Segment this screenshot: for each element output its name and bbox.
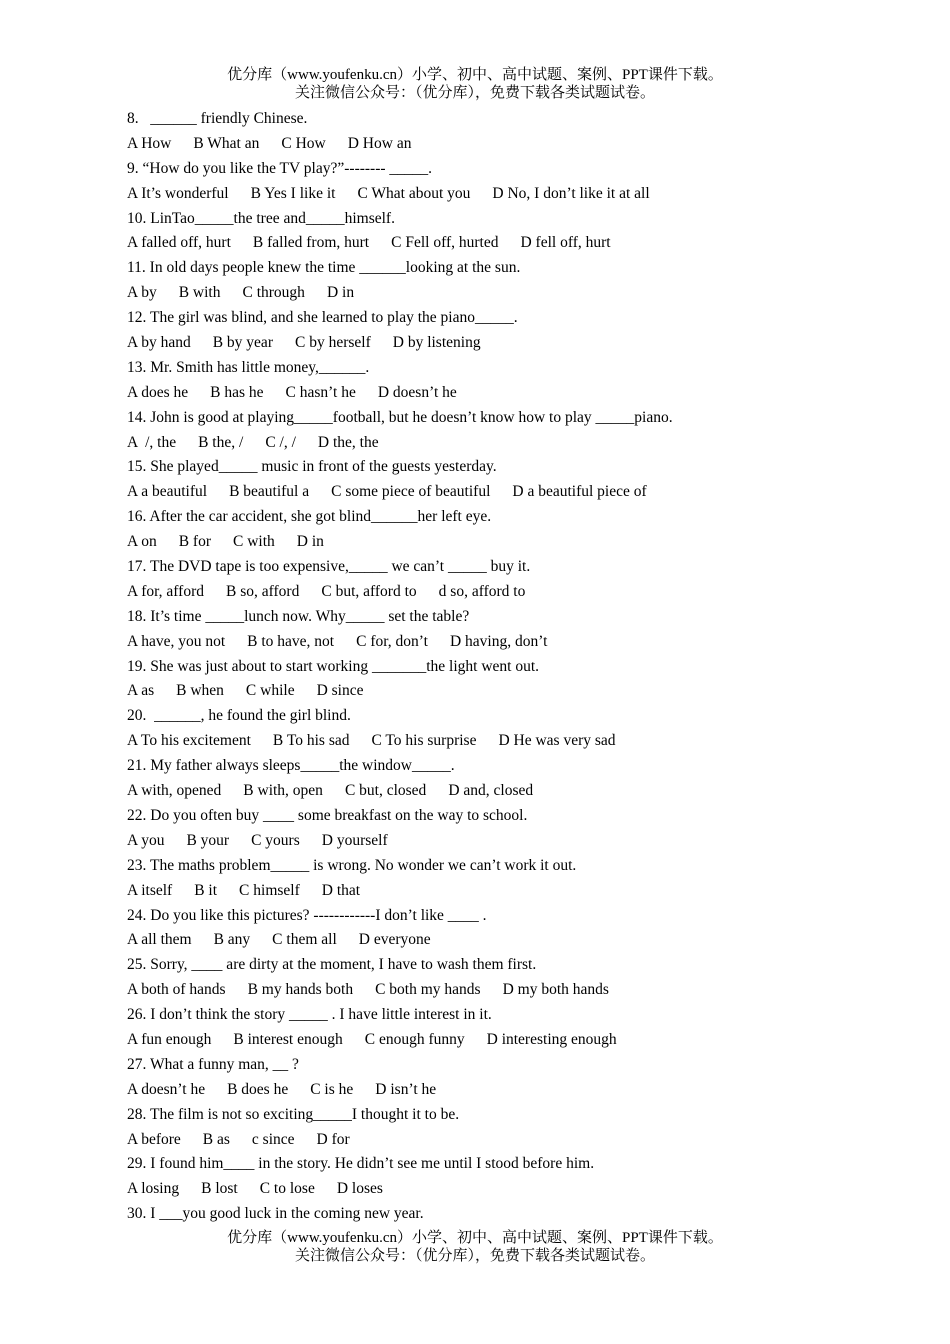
question-stem: 9. “How do you like the TV play?”-------- _____.	[127, 159, 433, 177]
answer-option: D since	[316, 682, 364, 700]
answer-option: D by listening	[392, 334, 481, 352]
question-stem: 17. The DVD tape is too expensive,_____ we can’t _____ buy it.	[127, 558, 531, 576]
answer-options	[127, 231, 827, 256]
answer-option: A both of hands	[127, 981, 226, 999]
answer-options	[127, 779, 827, 804]
answer-option: C is he	[310, 1080, 354, 1098]
question-stem: 12. The girl was blind, and she learned to play the piano_____.	[127, 309, 518, 327]
answer-option: B so, afford	[226, 582, 300, 600]
answer-option: B to have, not	[247, 632, 335, 650]
answer-option: C To his surprise	[371, 732, 477, 750]
answer-option: A on	[127, 533, 157, 551]
answer-option: D in	[326, 284, 355, 302]
answer-option: B Yes I like it	[250, 184, 336, 202]
header-line-2: 关注微信公众号：（优分库），免费下载各类试题试卷。	[294, 85, 655, 101]
answer-options	[127, 132, 827, 157]
answer-option: B has he	[210, 383, 264, 401]
answer-option: D a beautiful piece of	[512, 483, 647, 501]
answer-options	[127, 978, 827, 1003]
answer-options	[127, 182, 827, 207]
answer-options	[127, 1028, 827, 1053]
question-list	[127, 107, 827, 1227]
answer-options	[127, 580, 827, 605]
answer-option: C Fell off, hurted	[391, 234, 499, 252]
question-stem: 19. She was just about to start working _______the light went out.	[127, 657, 540, 675]
answer-option: C some piece of beautiful	[331, 483, 491, 501]
answer-option: B beautiful a	[229, 483, 310, 501]
answer-option: C but, closed	[344, 782, 427, 800]
answer-options	[127, 281, 827, 306]
question-stem: 23. The maths problem_____ is wrong. No wonder we can’t work it out.	[127, 856, 577, 874]
answer-options	[127, 729, 827, 754]
question-stem: 16. After the car accident, she got blind______her left eye.	[127, 508, 492, 526]
footer-line-2: 关注微信公众号：（优分库），免费下载各类试题试卷。	[294, 1248, 655, 1264]
answer-option: A How	[127, 134, 172, 152]
answer-option: A fun enough	[127, 1030, 212, 1048]
question-stem: 20. ______, he found the girl blind.	[127, 707, 351, 725]
answer-options	[127, 879, 827, 904]
answer-option: A a beautiful	[127, 483, 208, 501]
answer-option: B with, open	[243, 782, 323, 800]
answer-option: B lost	[201, 1180, 238, 1198]
answer-option: B does he	[227, 1080, 289, 1098]
question-stem: 13. Mr. Smith has little money,______.	[127, 358, 370, 376]
question-stem: 18. It’s time _____lunch now. Why_____ set the table?	[127, 607, 470, 625]
answer-option: C How	[281, 134, 326, 152]
answer-option: C through	[242, 284, 305, 302]
question-stem: 8. ______ friendly Chinese.	[127, 110, 308, 127]
answer-options	[127, 630, 827, 655]
answer-option: A losing	[127, 1180, 180, 1198]
answer-options	[127, 829, 827, 854]
answer-option: A before	[127, 1130, 181, 1148]
answer-option: B by year	[212, 334, 273, 352]
answer-options	[127, 530, 827, 555]
answer-option: C both my hands	[375, 981, 481, 999]
answer-options	[127, 331, 827, 356]
question-stem: 14. John is good at playing_____football, but he doesn’t know how to play _____piano.	[127, 408, 673, 426]
question-stem: 24. Do you like this pictures? ------------I don’t like ____ .	[127, 906, 487, 924]
answer-option: D the, the	[317, 433, 379, 451]
answer-options	[127, 1177, 827, 1202]
answer-option: B with	[178, 284, 221, 302]
question-stem: 21. My father always sleeps_____the window_____.	[127, 757, 455, 775]
answer-option: C himself	[239, 881, 300, 899]
answer-option: D interesting enough	[486, 1030, 617, 1048]
answer-option: D fell off, hurt	[520, 234, 611, 252]
answer-options	[127, 480, 827, 505]
footer-line-1: 优分库（www.youfenku.cn）小学、初中、高中试题、案例、PPT课件下载。	[227, 1230, 723, 1246]
question-stem: 28. The film is not so exciting_____I thought it to be.	[127, 1105, 460, 1123]
question-stem: 27. What a funny man, __ ?	[127, 1055, 299, 1073]
answer-option: D How an	[347, 134, 412, 152]
answer-option: A as	[127, 682, 155, 700]
answer-options	[127, 381, 827, 406]
answer-option: C but, afford to	[321, 582, 417, 600]
answer-options	[127, 431, 827, 456]
question-stem: 29. I found him____ in the story. He didn’t see me until I stood before him.	[127, 1155, 595, 1173]
answer-option: A by hand	[127, 334, 191, 352]
answer-option: B the, /	[198, 433, 244, 451]
answer-option: C hasn’t he	[285, 383, 356, 401]
answer-option: C them all	[272, 931, 337, 949]
answer-options	[127, 1128, 827, 1153]
answer-option: d so, afford to	[438, 582, 526, 600]
answer-option: C What about you	[357, 184, 471, 202]
answer-option: A To his excitement	[127, 732, 251, 750]
answer-option: B What an	[193, 134, 260, 152]
answer-options	[127, 679, 827, 704]
answer-option: D everyone	[358, 931, 431, 949]
answer-option: C yours	[251, 831, 300, 849]
answer-option: A /, the	[127, 433, 177, 451]
answer-option: D having, don’t	[449, 632, 548, 650]
answer-option: A with, opened	[127, 782, 222, 800]
answer-option: D and, closed	[448, 782, 534, 800]
page-header	[0, 66, 950, 102]
answer-option: A by	[127, 284, 157, 302]
header-line-1: 优分库（www.youfenku.cn）小学、初中、高中试题、案例、PPT课件下载。	[227, 67, 723, 83]
answer-option: D He was very sad	[498, 732, 616, 750]
answer-option: B To his sad	[272, 732, 350, 750]
answer-option: C while	[245, 682, 295, 700]
answer-options	[127, 928, 827, 953]
answer-option: D yourself	[321, 831, 388, 849]
answer-option: C with	[233, 533, 275, 551]
answer-option: D loses	[336, 1180, 383, 1198]
page-footer	[0, 1229, 950, 1265]
answer-option: D for	[316, 1130, 350, 1148]
answer-option: C to lose	[259, 1180, 315, 1198]
answer-option: A have, you not	[127, 632, 226, 650]
answer-option: D that	[321, 881, 361, 899]
question-stem: 22. Do you often buy ____ some breakfast on the way to school.	[127, 806, 528, 824]
answer-option: D isn’t he	[375, 1080, 437, 1098]
question-stem: 10. LinTao_____the tree and_____himself.	[127, 209, 395, 227]
answer-option: C enough funny	[364, 1030, 465, 1048]
answer-option: B it	[194, 881, 218, 899]
answer-option: C /, /	[265, 433, 296, 451]
answer-option: B falled from, hurt	[252, 234, 370, 252]
answer-option: C for, don’t	[356, 632, 428, 650]
question-stem: 26. I don’t think the story _____ . I have little interest in it.	[127, 1006, 492, 1024]
answer-option: A It’s wonderful	[127, 184, 229, 202]
answer-option: B my hands both	[247, 981, 354, 999]
answer-option: D in	[296, 533, 324, 551]
answer-option: B any	[213, 931, 251, 949]
answer-option: B as	[202, 1130, 230, 1148]
answer-option: A does he	[127, 383, 189, 401]
answer-option: D my both hands	[502, 981, 609, 999]
answer-option: B your	[186, 831, 230, 849]
question-stem: 15. She played_____ music in front of the guests yesterday.	[127, 458, 497, 476]
answer-option: B for	[178, 533, 212, 551]
answer-option: A all them	[127, 931, 192, 949]
answer-option: D No, I don’t like it at all	[492, 184, 650, 202]
answer-option: A for, afford	[127, 582, 205, 600]
question-stem: 11. In old days people knew the time ______looking at the sun.	[127, 259, 521, 277]
answer-option: A itself	[127, 881, 173, 899]
answer-option: B when	[176, 682, 224, 700]
answer-option: A you	[127, 831, 165, 849]
answer-option: B interest enough	[233, 1030, 343, 1048]
answer-options	[127, 1078, 827, 1103]
answer-option: A doesn’t he	[127, 1080, 206, 1098]
answer-option: A falled off, hurt	[127, 234, 231, 252]
answer-option: c since	[251, 1130, 295, 1148]
answer-option: D doesn’t he	[377, 383, 457, 401]
question-stem: 30. I ___you good luck in the coming new year.	[127, 1205, 424, 1223]
question-stem: 25. Sorry, ____ are dirty at the moment, I have to wash them first.	[127, 956, 537, 974]
answer-option: C by herself	[294, 334, 371, 352]
